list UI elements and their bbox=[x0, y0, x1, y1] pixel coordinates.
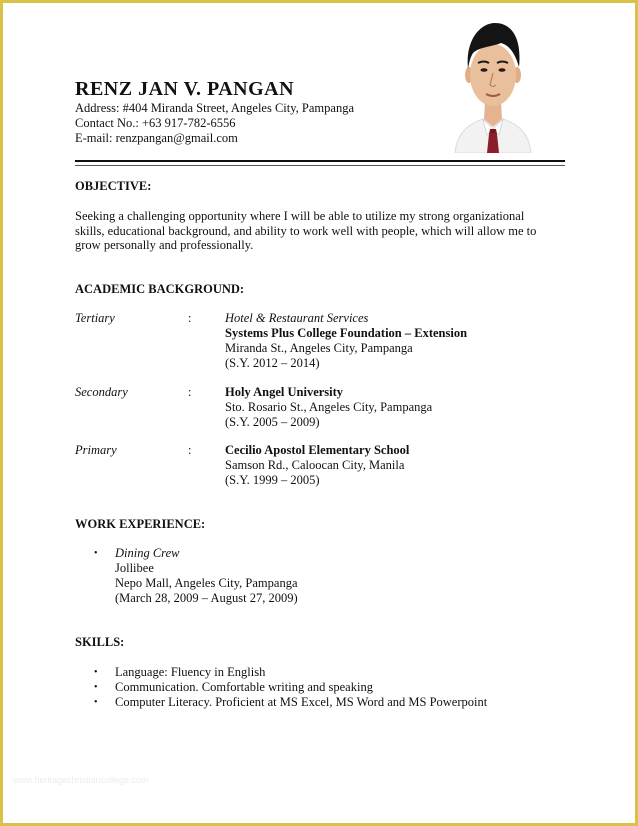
contact-number-line: Contact No.: +63 917-782-6556 bbox=[75, 116, 236, 130]
work-company: Jollibee bbox=[115, 561, 154, 575]
resume-page bbox=[3, 3, 635, 823]
tertiary-years: (S.Y. 2012 – 2014) bbox=[225, 356, 320, 370]
bullet-icon: • bbox=[94, 682, 98, 693]
tertiary-course: Hotel & Restaurant Services bbox=[225, 311, 369, 325]
education-separator: : bbox=[188, 311, 192, 325]
primary-school: Cecilio Apostol Elementary School bbox=[225, 443, 410, 457]
secondary-address: Sto. Rosario St., Angeles City, Pampanga bbox=[225, 400, 433, 414]
education-level-secondary: Secondary bbox=[75, 385, 128, 399]
primary-years: (S.Y. 1999 – 2005) bbox=[225, 473, 320, 487]
email-line: E-mail: renzpangan@gmail.com bbox=[75, 131, 238, 145]
work-location: Nepo Mall, Angeles City, Pampanga bbox=[115, 576, 298, 590]
skill-item: Communication. Comfortable writing and speaking bbox=[115, 680, 373, 694]
bullet-icon: • bbox=[94, 667, 98, 678]
tertiary-address: Miranda St., Angeles City, Pampanga bbox=[225, 341, 413, 355]
objective-line: grow personally and professionally. bbox=[75, 238, 254, 253]
portrait-photo bbox=[451, 13, 535, 153]
bullet-icon: • bbox=[94, 548, 98, 559]
candidate-name: RENZ JAN V. PANGAN bbox=[75, 78, 295, 100]
skill-item: Language: Fluency in English bbox=[115, 665, 266, 679]
address-line: Address: #404 Miranda Street, Angeles City, Pampanga bbox=[75, 101, 355, 115]
work-position: Dining Crew bbox=[115, 546, 180, 560]
work-experience-heading: WORK EXPERIENCE: bbox=[75, 517, 206, 531]
education-separator: : bbox=[188, 385, 192, 399]
work-dates: (March 28, 2009 – August 27, 2009) bbox=[115, 591, 298, 605]
header-divider-thick bbox=[75, 160, 565, 162]
objective-line: Seeking a challenging opportunity where I will be able to utilize my strong organizational bbox=[75, 209, 525, 223]
education-level-tertiary: Tertiary bbox=[75, 311, 115, 325]
primary-address: Samson Rd., Caloocan City, Manila bbox=[225, 458, 405, 472]
objective-line: skills, educational background, and ability to work well with people, which will allow me to bbox=[75, 223, 537, 238]
bullet-icon: • bbox=[94, 697, 98, 708]
education-level-primary: Primary bbox=[75, 443, 117, 457]
secondary-school: Holy Angel University bbox=[225, 385, 344, 399]
skill-item: Computer Literacy. Proficient at MS Excel, MS Word and MS Powerpoint bbox=[115, 695, 488, 709]
skills-heading: SKILLS: bbox=[75, 635, 125, 649]
academic-heading: ACADEMIC BACKGROUND: bbox=[75, 282, 245, 296]
watermark-text: www.heritagechristiancollege.com bbox=[13, 775, 149, 785]
tertiary-school: Systems Plus College Foundation – Extension bbox=[225, 326, 468, 340]
header-divider-thin bbox=[75, 165, 565, 166]
secondary-years: (S.Y. 2005 – 2009) bbox=[225, 415, 320, 429]
objective-heading: OBJECTIVE: bbox=[75, 179, 152, 193]
education-separator: : bbox=[188, 443, 192, 457]
objective-text bbox=[75, 209, 567, 253]
